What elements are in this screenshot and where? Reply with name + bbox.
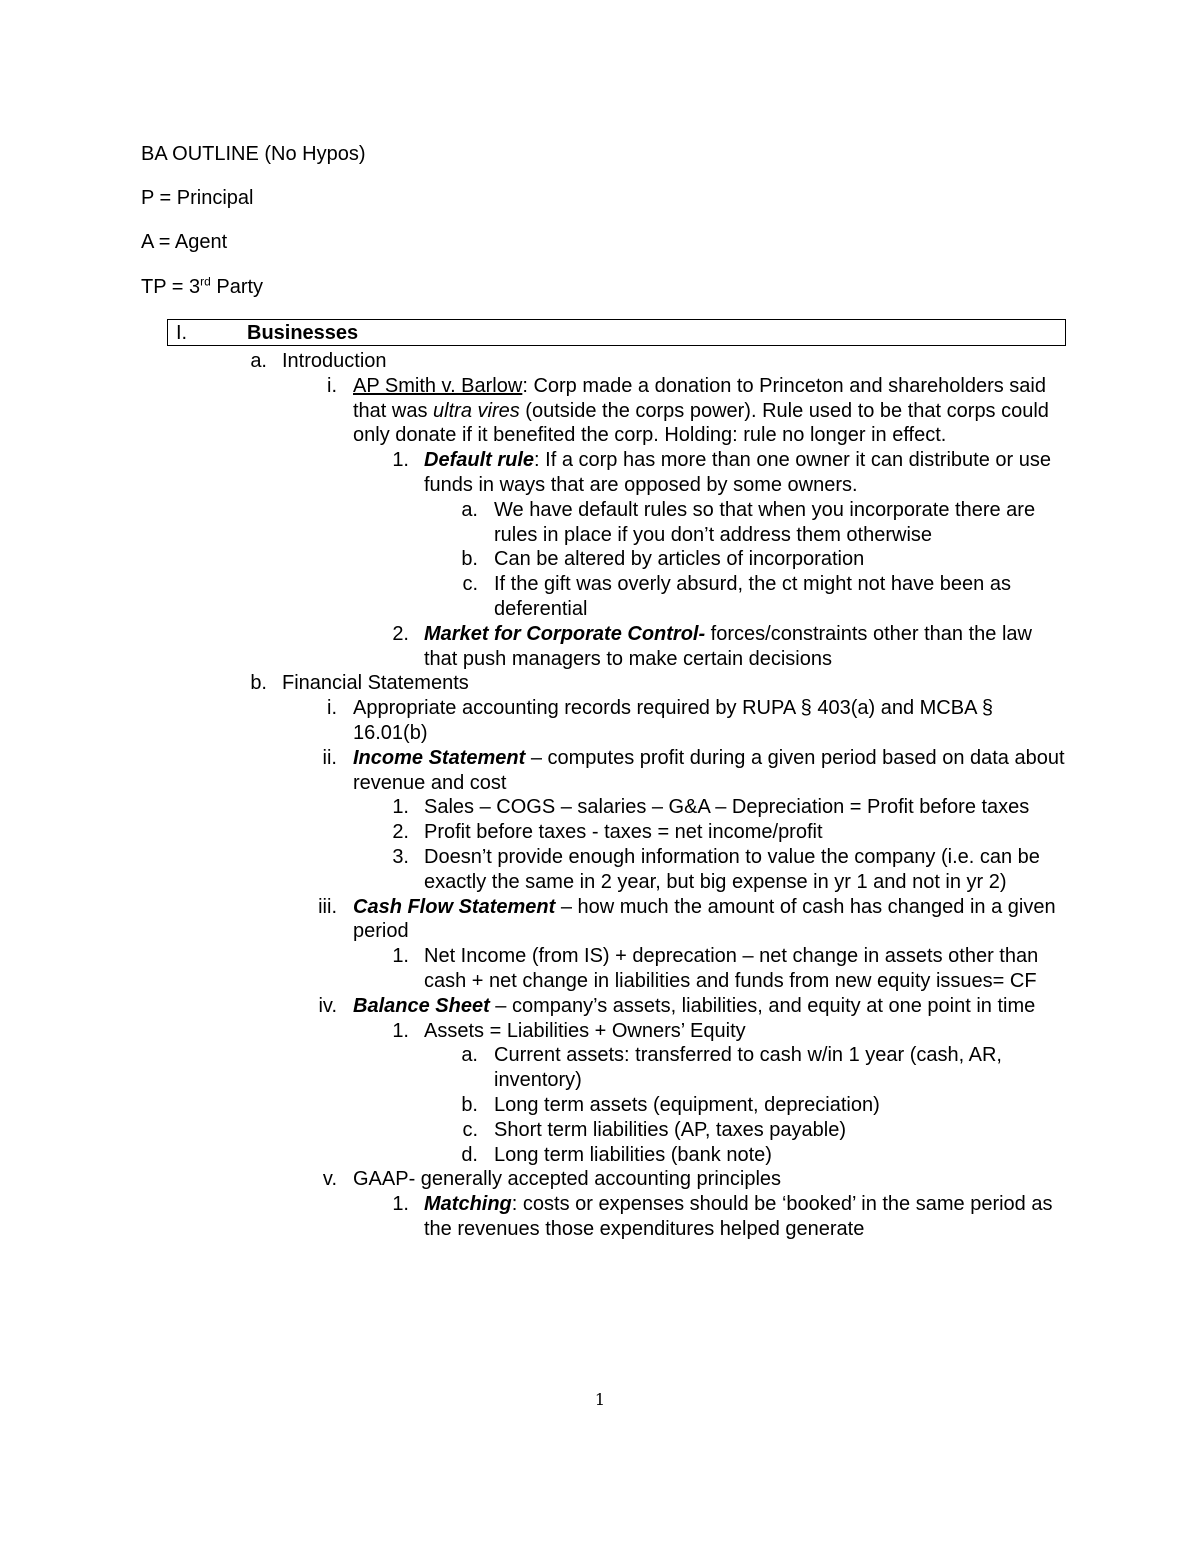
text-run: Introduction	[282, 350, 387, 372]
document-title: BA OUTLINE (No Hypos)	[141, 143, 366, 165]
outline-marker: i.	[327, 697, 337, 720]
text-run: Net Income (from IS) + deprecation – net change in assets other than cash + net change in liabilities and funds from new equity issues= CF	[424, 945, 1039, 992]
text-run: Profit before taxes - taxes = net income/profit	[424, 821, 823, 844]
outline-text	[494, 498, 1064, 548]
text-run: Can be altered by articles of incorporation	[494, 548, 865, 571]
outline-item	[0, 572, 1200, 622]
outline-item	[0, 1192, 1200, 1242]
outline-item	[0, 696, 1200, 746]
outline-item	[0, 1043, 1200, 1093]
outline-marker: c.	[462, 573, 478, 596]
outline-marker: iv.	[318, 994, 337, 1017]
outline-marker: 1.	[392, 1019, 409, 1042]
outline-text	[494, 1118, 1064, 1143]
outline-item	[0, 845, 1200, 895]
term-heading: Income Statement	[353, 746, 526, 769]
outline-text	[353, 994, 1065, 1019]
section-number: I.	[176, 322, 188, 344]
outline-item	[0, 349, 1200, 374]
case-name: AP Smith v. Barlow	[353, 374, 523, 397]
outline-item	[0, 1143, 1200, 1168]
text-run: Long term liabilities (bank note)	[494, 1143, 772, 1166]
outline-item	[0, 994, 1200, 1019]
outline-marker: 1.	[392, 449, 409, 472]
term-heading: Balance Sheet	[353, 994, 490, 1017]
definition-principal: P = Principal	[141, 187, 254, 209]
text-run: – computes profit during a given period based on data about revenue and cost	[353, 746, 1065, 794]
outline-marker: b.	[250, 672, 267, 695]
outline-text	[424, 944, 1064, 994]
outline-marker: b.	[461, 548, 478, 571]
text-run: (outside the corps power). Rule used to be that corps could only donate if it benefited the corp. Holding: rule no longer in effect.	[353, 399, 1049, 447]
outline-marker: 1.	[392, 1193, 409, 1216]
outline-marker: b.	[461, 1093, 478, 1116]
outline-item	[0, 448, 1200, 498]
text-run: Assets = Liabilities + Owners’ Equity	[424, 1019, 746, 1042]
section-heading-box	[167, 319, 1066, 346]
outline-marker: d.	[461, 1143, 478, 1166]
text-run: Financial Statements	[282, 672, 469, 695]
outline-item	[0, 1093, 1200, 1118]
outline-marker: 2.	[392, 622, 409, 645]
outline-text	[353, 1167, 1065, 1192]
outline-item	[0, 820, 1200, 845]
page-number: 1	[594, 1390, 606, 1409]
outline-marker: v.	[322, 1168, 337, 1191]
text-run: Current assets: transferred to cash w/in 1 year (cash, AR, inventory)	[494, 1044, 1002, 1092]
text-run: Doesn’t provide enough information to value the company (i.e. can be exactly the same in 2 year, but big expense in yr 1 and not in yr 2)	[424, 845, 1040, 893]
outline-item	[0, 795, 1200, 820]
text-run: ultra vires	[433, 399, 520, 422]
outline-item	[0, 498, 1200, 548]
outline-text	[353, 746, 1065, 796]
term-heading: Default rule	[424, 449, 535, 472]
outline-marker: 2.	[392, 821, 409, 844]
text-run: – company’s assets, liabilities, and equity at one point in time	[489, 994, 1036, 1017]
outline-item	[0, 1019, 1200, 1044]
outline-marker: 1.	[392, 796, 409, 819]
outline-text	[353, 895, 1065, 945]
outline-text	[424, 820, 1064, 845]
text-run: – how much the amount of cash has changed in a given period	[353, 895, 1056, 943]
outline-text	[494, 572, 1064, 622]
outline-text	[494, 1043, 1064, 1093]
outline-marker: iii.	[318, 895, 337, 918]
outline-text	[494, 1093, 1064, 1118]
text-run: Long term assets (equipment, depreciation)	[494, 1093, 880, 1116]
outline-marker: i.	[327, 374, 337, 397]
outline-item	[0, 1167, 1200, 1192]
term-heading: Matching	[424, 1193, 512, 1216]
outline-text	[494, 1143, 1064, 1168]
outline-marker: c.	[462, 1118, 478, 1141]
text-run: Appropriate accounting records required by RUPA § 403(a) and MCBA § 16.01(b)	[353, 697, 993, 744]
outline-text	[282, 349, 1062, 374]
outline-marker: a.	[250, 350, 267, 372]
text-run: If the gift was overly absurd, the ct might not have been as deferential	[494, 573, 1011, 620]
text-run: GAAP- generally accepted accounting principles	[353, 1168, 782, 1191]
outline-text	[353, 696, 1065, 746]
text-run: : costs or expenses should be ‘booked’ in the same period as the revenues those expenditures helped generate	[424, 1193, 1053, 1240]
outline-text	[282, 671, 1062, 696]
outline-item	[0, 895, 1200, 945]
section-title: Businesses	[247, 322, 359, 344]
term-heading: Cash Flow Statement	[353, 895, 556, 918]
outline-marker: 3.	[392, 845, 409, 868]
text-run: forces/constraints other than the law that push managers to make certain decisions	[424, 622, 1032, 670]
definition-agent: A = Agent	[141, 231, 228, 253]
outline-item	[0, 746, 1200, 796]
outline-list	[0, 349, 1200, 1242]
outline-text	[424, 845, 1064, 895]
term-heading: Market for Corporate Control-	[424, 622, 706, 645]
text-run: : If a corp has more than one owner it can distribute or use funds in ways that are opposed by some owners.	[424, 449, 1051, 496]
outline-marker: ii.	[322, 746, 337, 769]
outline-text	[424, 622, 1064, 672]
outline-marker: a.	[461, 498, 478, 521]
outline-item	[0, 1118, 1200, 1143]
definition-third-party: TP = 3rd Party	[141, 274, 264, 298]
outline-item	[0, 944, 1200, 994]
outline-marker: a.	[461, 1044, 478, 1067]
outline-text	[424, 448, 1064, 498]
outline-item	[0, 622, 1200, 672]
text-run: We have default rules so that when you incorporate there are rules in place if you don’t address them otherwise	[494, 498, 1036, 546]
outline-marker: 1.	[392, 945, 409, 968]
outline-text	[424, 1192, 1064, 1242]
text-run: Sales – COGS – salaries – G&A – Depreciation = Profit before taxes	[424, 796, 1030, 819]
outline-text	[424, 795, 1064, 820]
outline-text	[494, 547, 1064, 572]
outline-text	[424, 1019, 1064, 1044]
outline-item	[0, 547, 1200, 572]
text-run: Short term liabilities (AP, taxes payable)	[494, 1118, 847, 1141]
outline-text	[353, 374, 1065, 448]
text-run: : Corp made a donation to Princeton and shareholders said that was	[353, 374, 1046, 422]
outline-item	[0, 671, 1200, 696]
outline-item	[0, 374, 1200, 448]
